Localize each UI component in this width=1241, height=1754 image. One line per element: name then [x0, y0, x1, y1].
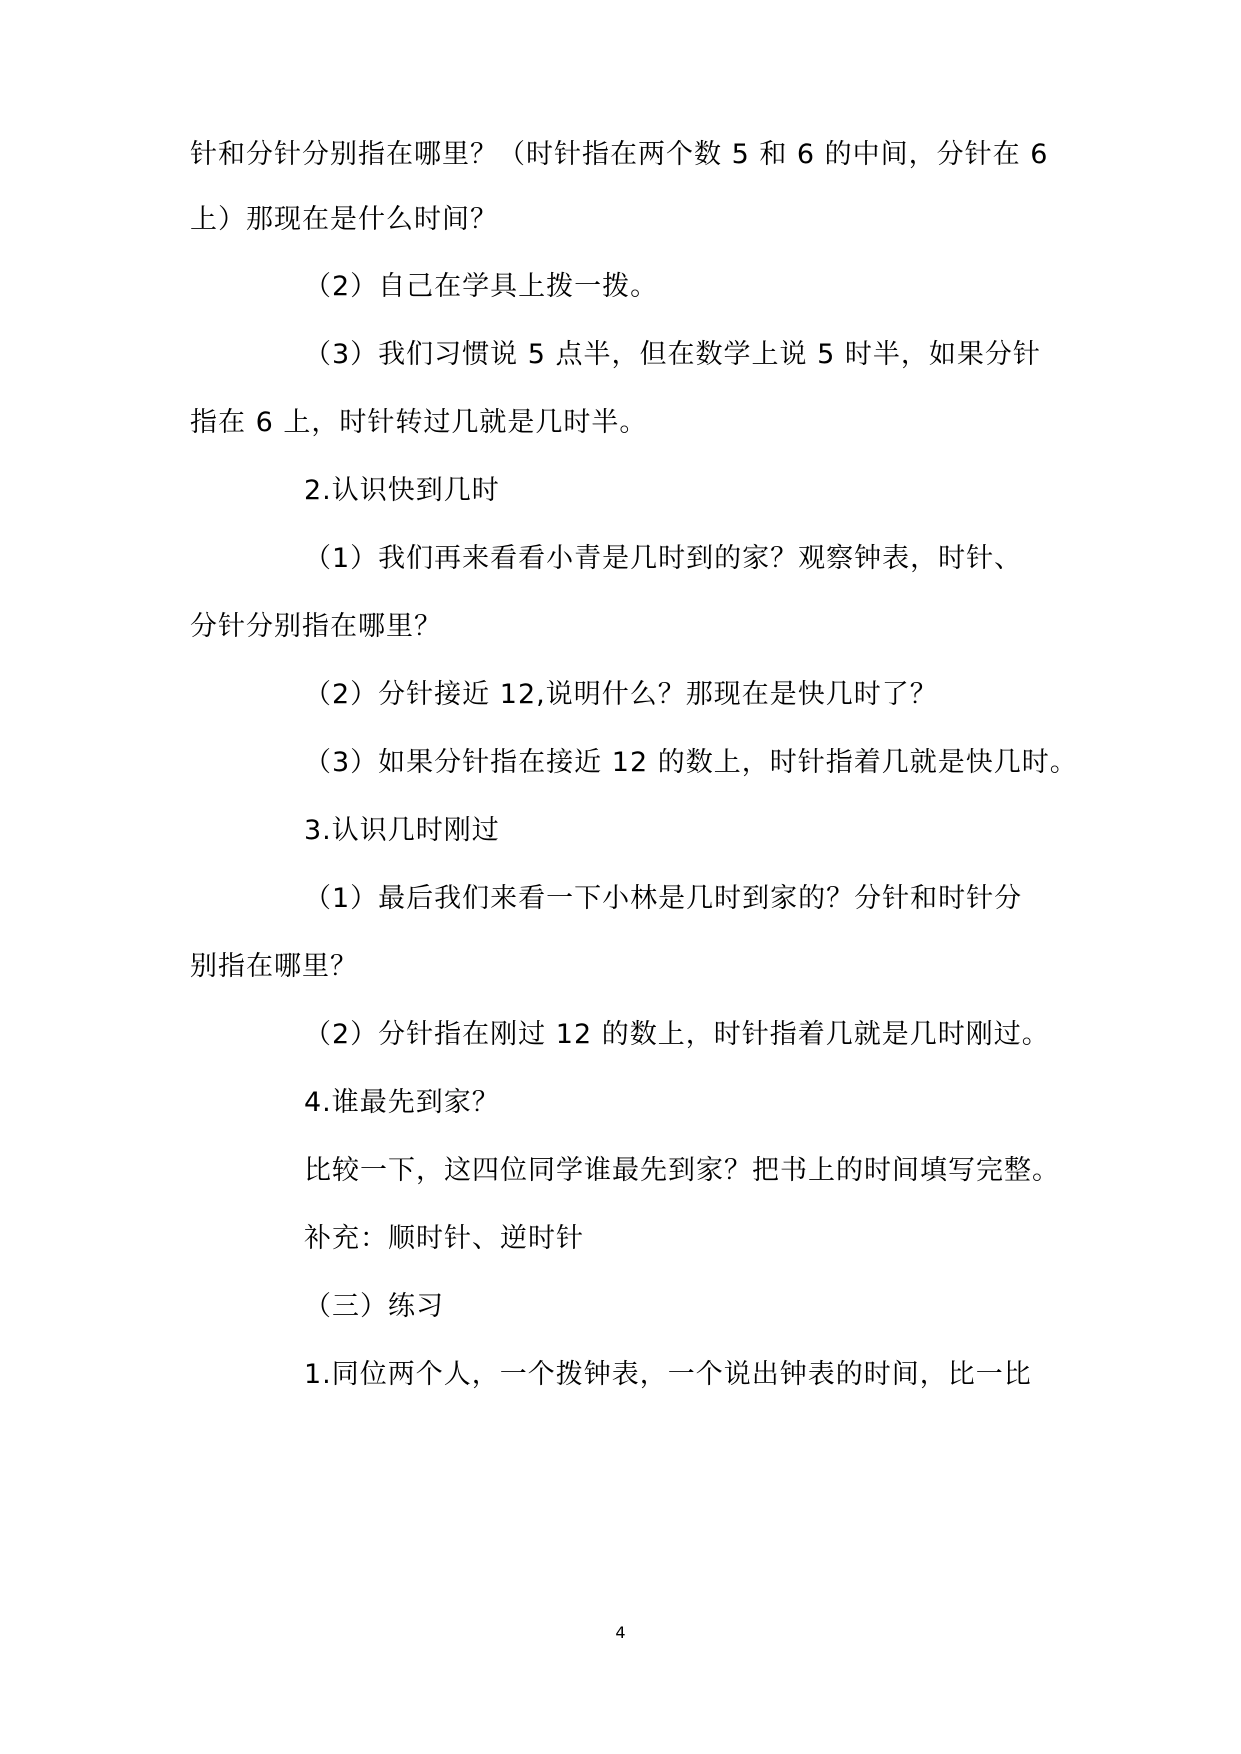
- section-heading-practice: （三）练习: [304, 1291, 444, 1322]
- page-number: 4: [615, 1623, 626, 1642]
- text-line-8: 分针分别指在哪里？: [190, 611, 442, 642]
- section-heading-2: 2.认识快到几时: [304, 475, 500, 506]
- text-line-7: （1）我们再来看看小青是几时到的家？观察钟表，时针、: [304, 543, 1023, 574]
- text-line-19: 1.同位两个人，一个拨钟表，一个说出钟表的时间，比一比: [304, 1359, 1032, 1390]
- text-line-3: （2）自己在学具上拨一拨。: [304, 271, 659, 302]
- text-line-10: （3）如果分针指在接近 12 的数上，时针指着几就是快几时。: [304, 747, 1078, 778]
- section-heading-4: 4.谁最先到家？: [304, 1087, 500, 1118]
- text-line-17: 补充：顺时针、逆时针: [304, 1223, 584, 1254]
- text-line-13: 别指在哪里？: [190, 951, 358, 982]
- text-line-14: （2）分针指在刚过 12 的数上，时针指着几就是几时刚过。: [304, 1019, 1050, 1050]
- text-line-9: （2）分针接近 12,说明什么？那现在是快几时了？: [304, 679, 938, 710]
- text-line-4: （3）我们习惯说 5 点半，但在数学上说 5 时半，如果分针: [304, 339, 1041, 370]
- text-line-12: （1）最后我们来看一下小林是几时到家的？分针和时针分: [304, 883, 1023, 914]
- text-line-2: 上）那现在是什么时间？: [190, 204, 498, 235]
- section-heading-3: 3.认识几时刚过: [304, 815, 500, 846]
- text-line-5: 指在 6 上，时针转过几就是几时半。: [190, 407, 648, 438]
- text-line-1: 针和分针分别指在哪里？（时针指在两个数 5 和 6 的中间，分针在 6: [190, 139, 1049, 170]
- text-line-16: 比较一下，这四位同学谁最先到家？把书上的时间填写完整。: [304, 1155, 1060, 1186]
